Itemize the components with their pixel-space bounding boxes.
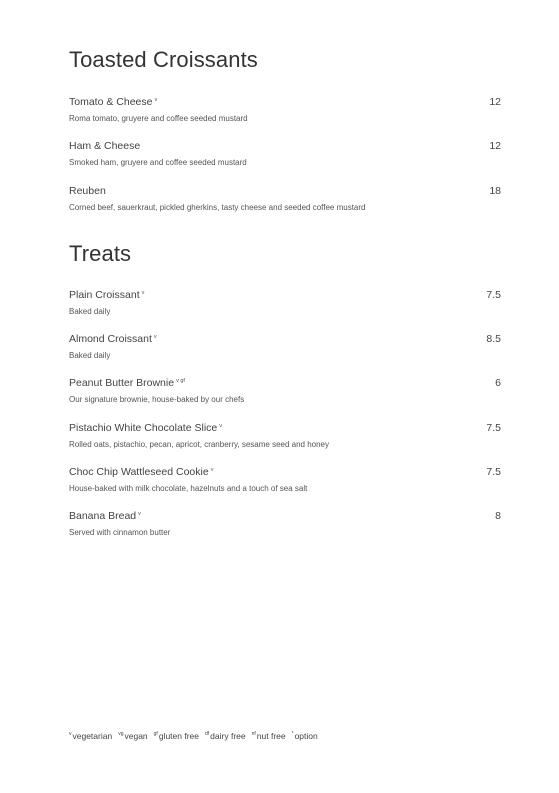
item-description: Baked daily: [69, 351, 111, 360]
item-name: Choc Chip Wattleseed Cookie $^v$: [69, 466, 214, 478]
item-name: Plain Croissant $^v$: [69, 289, 145, 301]
item-price: 7.5: [486, 422, 501, 434]
menu-item-banana-bread: [69, 510, 501, 537]
item-description: Smoked ham, gruyere and coffee seeded mustard: [69, 158, 247, 167]
item-price: 7.5: [486, 466, 501, 478]
item-dietary-tag: v: [153, 333, 157, 340]
menu-item-peanut-butter-brownie: [69, 377, 501, 404]
item-name: Tomato & Cheese $^v$: [69, 96, 158, 108]
item-price: 6: [495, 377, 501, 389]
item-description: Baked daily: [69, 307, 111, 316]
item-dietary-tag: v: [141, 289, 145, 296]
item-name: Reuben: [69, 185, 106, 197]
menu-item-almond-croissant: [69, 333, 501, 360]
legend-nut-free: $^{nf}$nut free: [251, 731, 286, 741]
menu-item-tomato-cheese: [69, 96, 501, 123]
legend-gluten-free: $^{gf}$gluten free: [153, 731, 199, 741]
item-name: Ham & Cheese: [69, 140, 141, 152]
item-dietary-tag: v: [154, 96, 158, 103]
item-dietary-tag: v: [210, 466, 214, 473]
item-name: Pistachio White Chocolate Slice $^v$: [69, 422, 222, 434]
menu-item-ham-cheese: [69, 140, 501, 167]
item-price: 8.5: [486, 333, 501, 345]
menu-item-choc-chip-cookie: [69, 466, 501, 493]
item-dietary-tag: v: [138, 510, 141, 517]
item-price: 18: [489, 185, 501, 197]
item-description: Rolled oats, pistachio, pecan, apricot, cranberry, sesame seed and honey: [69, 440, 329, 449]
menu-item-pistachio-slice: [69, 422, 501, 449]
item-description: House-baked with milk chocolate, hazelnuts and a touch of sea salt: [69, 484, 308, 493]
legend-vegan: $^{vg}$vegan: [118, 731, 148, 741]
item-dietary-tag: v: [219, 422, 222, 429]
menu-item-plain-croissant: [69, 289, 501, 316]
menu-item-reuben: [69, 185, 501, 212]
legend-vegetarian: $^v$vegetarian: [69, 731, 113, 741]
item-price: 8: [495, 510, 501, 522]
item-price: 12: [489, 140, 501, 152]
legend-dairy-free: $^{df}$dairy free: [205, 731, 246, 741]
section-title-treats: Treats: [69, 241, 132, 266]
item-description: Our signature brownie, house-baked by our chefs: [69, 395, 245, 404]
item-name: Banana Bread $^v$: [69, 510, 141, 522]
item-description: Roma tomato, gruyere and coffee seeded mustard: [69, 114, 248, 123]
item-description: Corned beef, sauerkraut, pickled gherkins, tasty cheese and seeded coffee mustard: [69, 203, 366, 212]
item-price: 12: [489, 96, 501, 108]
section-title-toasted-croissants: Toasted Croissants: [69, 47, 258, 72]
item-dietary-tag: v gf: [176, 377, 185, 384]
item-name: Peanut Butter Brownie $^{v gf}$: [69, 377, 185, 389]
item-price: 7.5: [486, 289, 501, 301]
dietary-legend: [69, 731, 318, 741]
item-name: Almond Croissant $^v$: [69, 333, 157, 345]
legend-option: *option: [291, 731, 318, 741]
item-description: Served with cinnamon butter: [69, 528, 171, 537]
